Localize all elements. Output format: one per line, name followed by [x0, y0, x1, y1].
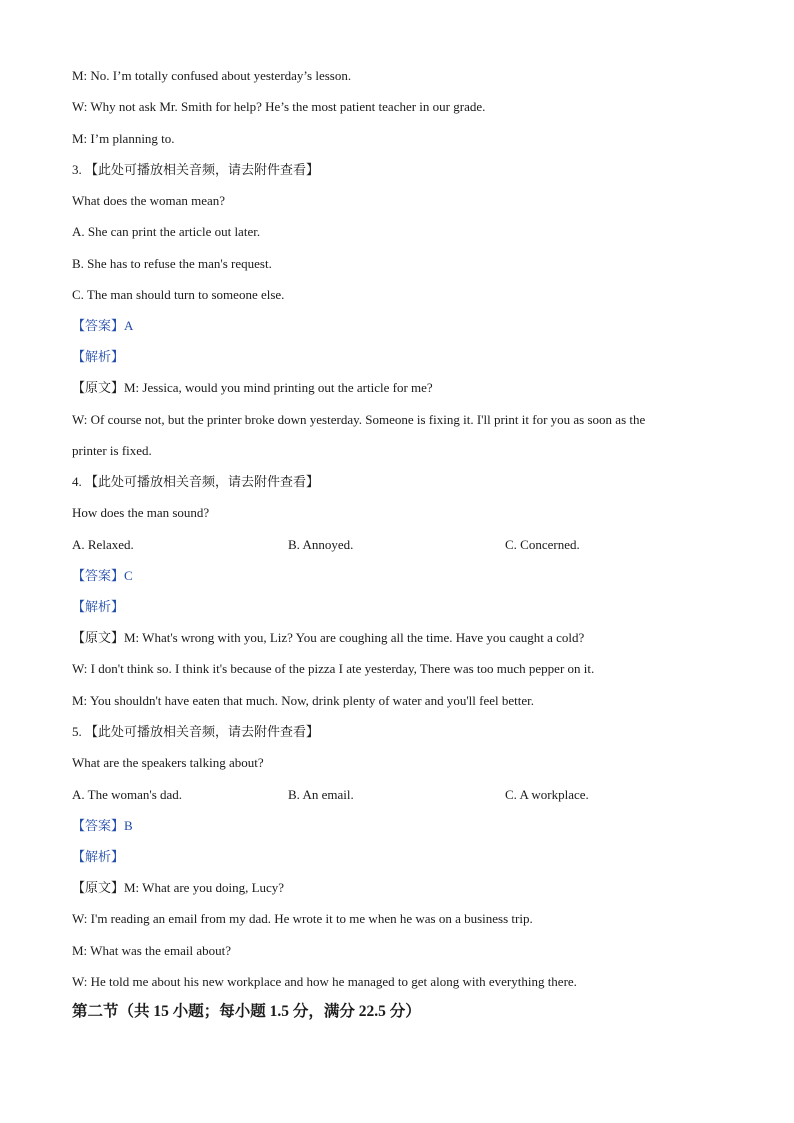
question-5: What are the speakers talking about?	[72, 755, 264, 770]
transcript-line: M: What was the email about?	[72, 943, 231, 958]
q4-option-a: A. Relaxed.	[72, 537, 134, 552]
transcript-line: W: He told me about his new workplace and how he managed to get along with everything there.	[72, 974, 577, 989]
analysis-label: 【解析】	[72, 349, 125, 364]
option-c: C. The man should turn to someone else.	[72, 287, 285, 302]
transcript-line: 【原文】M: What's wrong with you, Liz? You are coughing all the time. Have you caught a cold?	[72, 630, 585, 645]
q4-option-c: C. Concerned.	[505, 537, 580, 552]
analysis-label: 【解析】	[72, 599, 125, 614]
answer-label: 【答案】B	[72, 818, 133, 833]
q4-option-b: B. Annoyed.	[288, 537, 354, 552]
transcript-line: printer is fixed.	[72, 443, 152, 458]
dialogue-line: M: No. I’m totally confused about yesterday’s lesson.	[72, 68, 352, 83]
answer-label: 【答案】A	[72, 318, 134, 333]
q5-option-a: A. The woman's dad.	[72, 787, 183, 802]
section-heading: 第二节（共 15 小题；每小题 1.5 分，满分 22.5 分）	[72, 1003, 421, 1020]
audio-placeholder-q5: 5. 【此处可播放相关音频，请去附件查看】	[72, 724, 320, 739]
dialogue-line: M: I’m planning to.	[72, 131, 175, 146]
analysis-label: 【解析】	[72, 849, 125, 864]
transcript-line: M: You shouldn't have eaten that much. Now, drink plenty of water and you'll feel better.	[72, 693, 534, 708]
answer-label: 【答案】C	[72, 568, 133, 583]
audio-placeholder-q4: 4. 【此处可播放相关音频，请去附件查看】	[72, 474, 320, 489]
q5-option-b: B. An email.	[288, 787, 354, 802]
dialogue-line: W: Why not ask Mr. Smith for help? He’s the most patient teacher in our grade.	[72, 99, 486, 114]
question-3: What does the woman mean?	[72, 193, 226, 208]
option-a: A. She can print the article out later.	[72, 224, 261, 239]
question-4: How does the man sound?	[72, 505, 210, 520]
transcript-line: 【原文】M: Jessica, would you mind printing out the article for me?	[72, 380, 433, 395]
transcript-line: W: I don't think so. I think it's because of the pizza I ate yesterday, There was too much pepper on it.	[72, 661, 595, 676]
transcript-line: W: I'm reading an email from my dad. He wrote it to me when he was on a business trip.	[72, 911, 533, 926]
option-b: B. She has to refuse the man's request.	[72, 256, 272, 271]
q5-option-c: C. A workplace.	[505, 787, 589, 802]
transcript-line: 【原文】M: What are you doing, Lucy?	[72, 880, 285, 895]
transcript-line: W: Of course not, but the printer broke down yesterday. Someone is fixing it. I'll print it for you as soon as the	[72, 412, 646, 427]
audio-placeholder-q3: 3. 【此处可播放相关音频，请去附件查看】	[72, 162, 320, 177]
